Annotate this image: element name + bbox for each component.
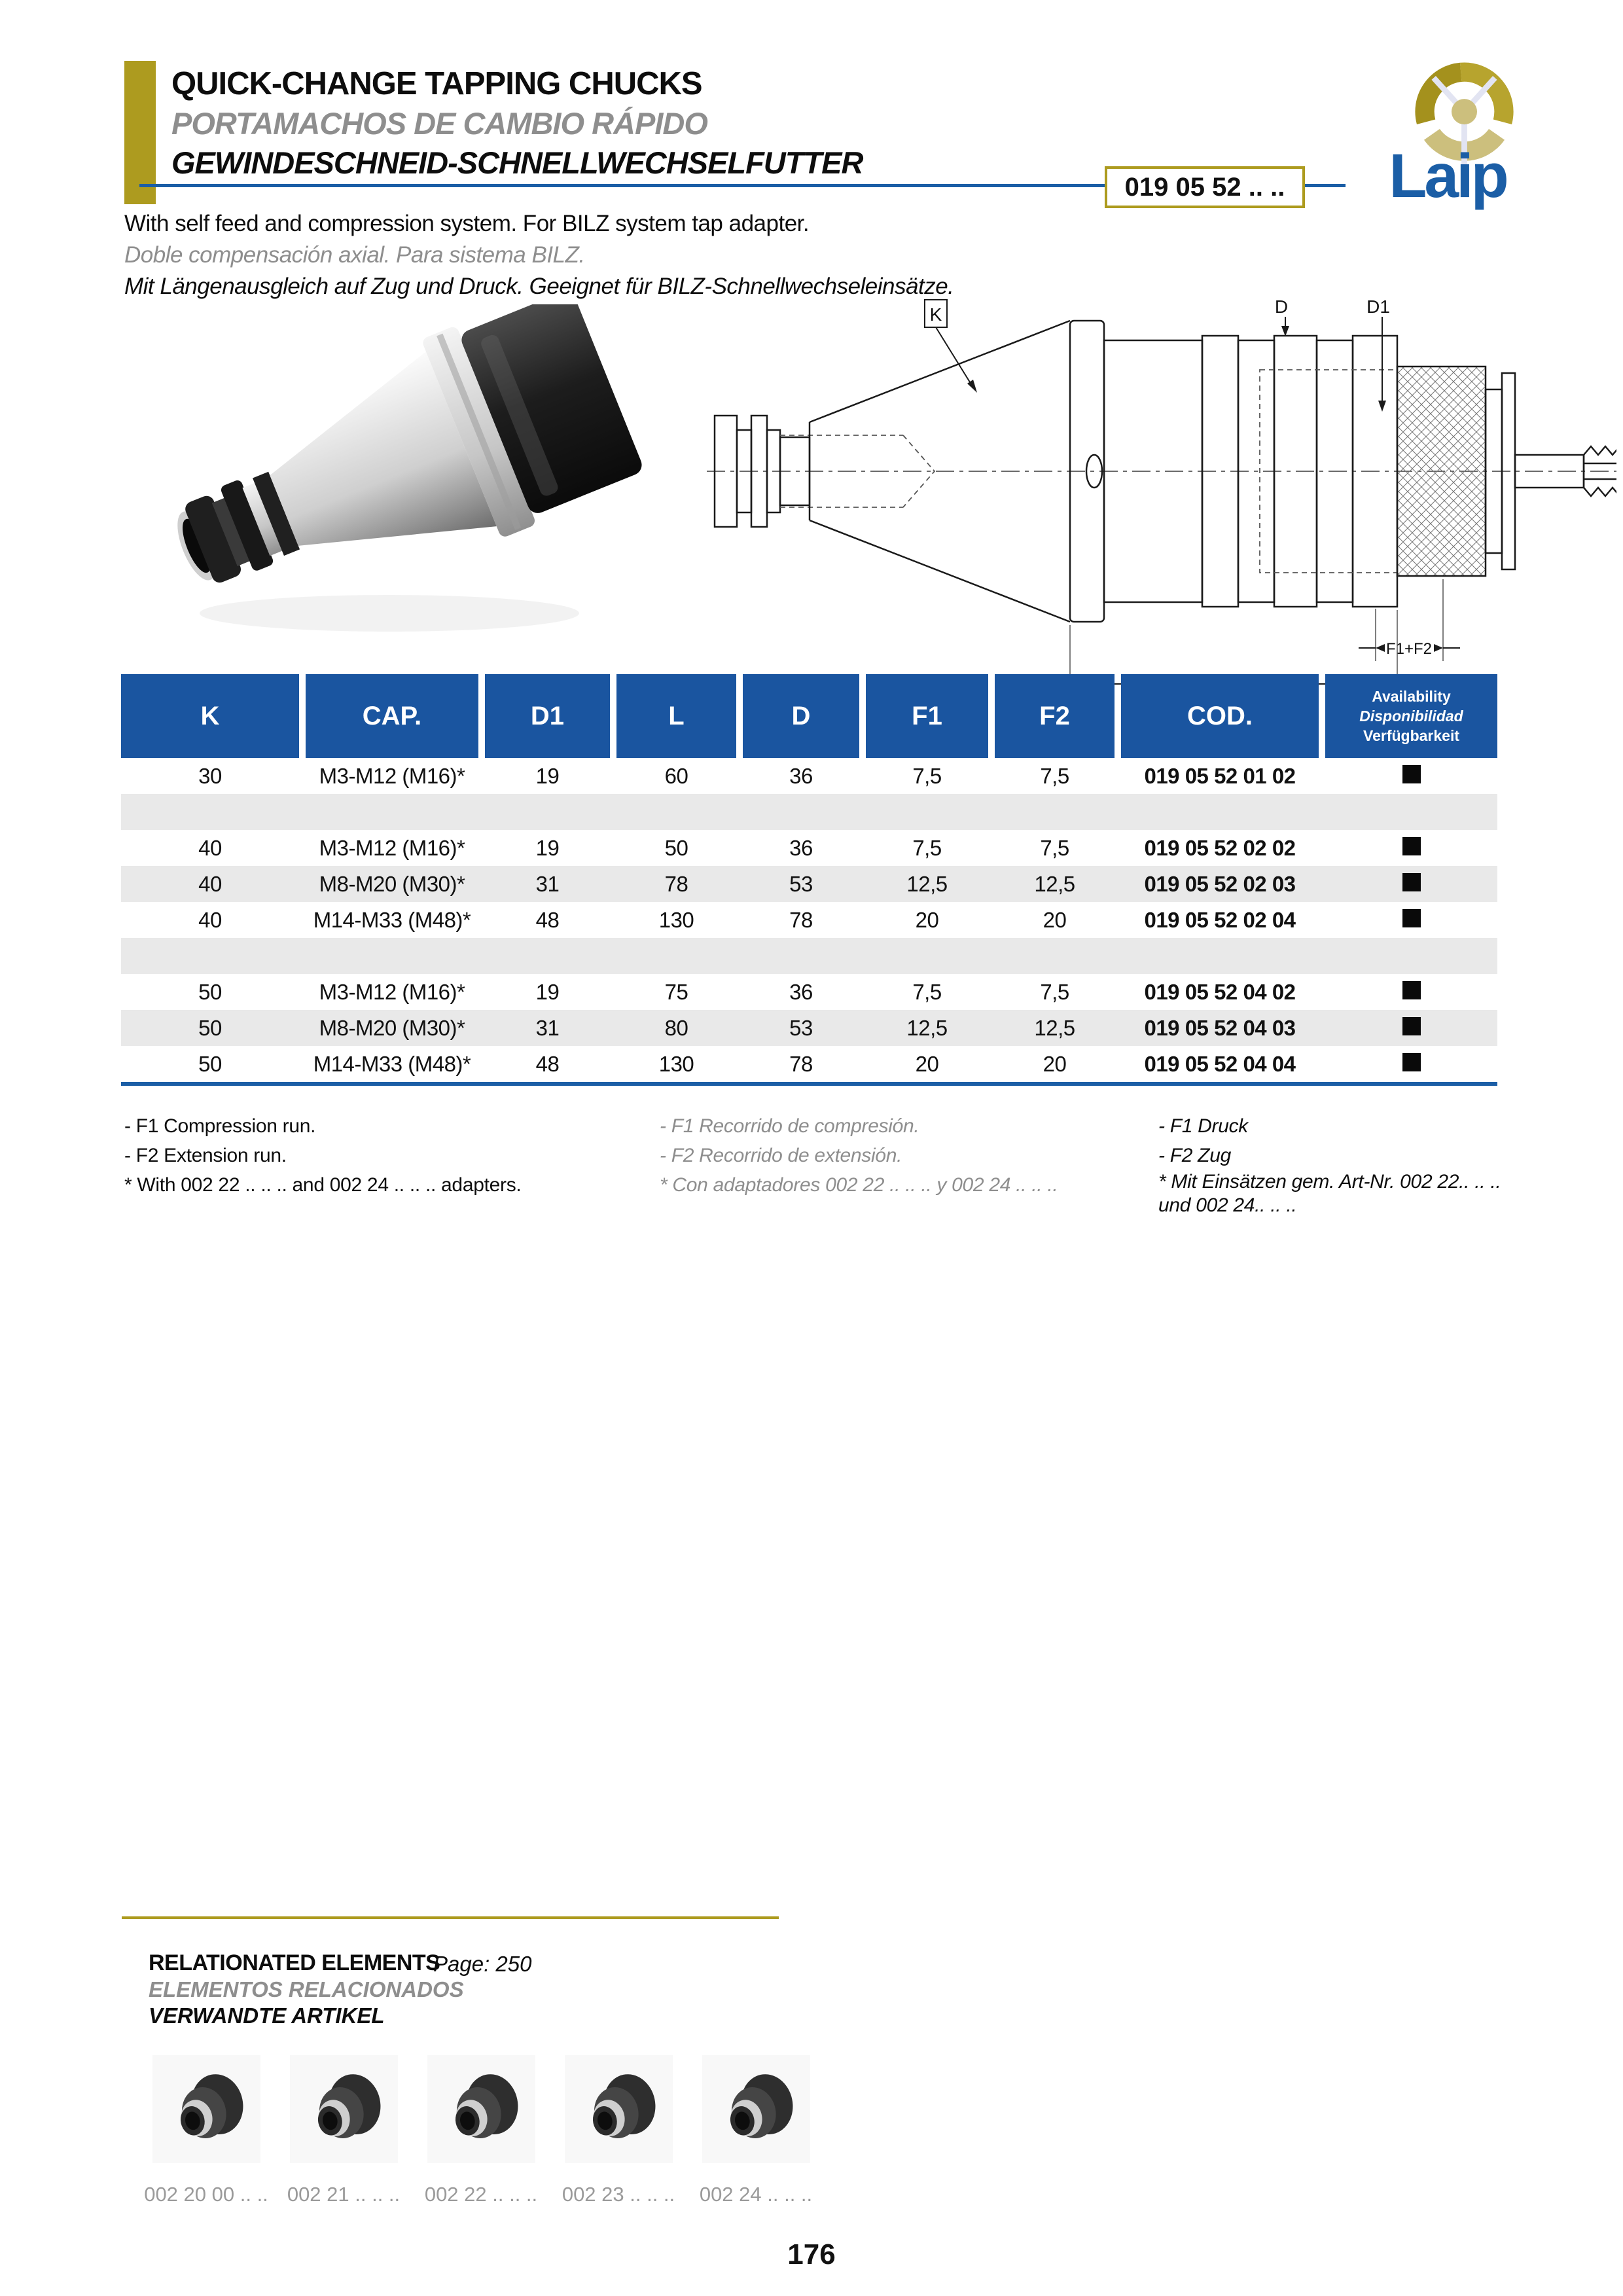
cell-f1: 7,5 (912, 835, 942, 860)
page-title-es: PORTAMACHOS DE CAMBIO RÁPIDO (171, 106, 707, 141)
description-en: With self feed and compression system. For BILZ system tap adapter. (124, 211, 810, 236)
spec-table-header (121, 674, 1497, 758)
cell-d: 36 (789, 763, 813, 788)
technical-drawing (707, 295, 1616, 700)
availability-label-en: Availability (1372, 688, 1451, 705)
footnote-line: * Con adaptadores 002 22 .. .. .. y 002 24 .. .. .. (660, 1174, 1058, 1196)
cell-cap: M3-M12 (M16)* (319, 763, 465, 788)
table-row (121, 902, 1497, 938)
header-accent-bar (124, 61, 156, 204)
cell-availability (1325, 872, 1497, 897)
cell-cod: 019 05 52 02 02 (1144, 835, 1296, 860)
related-items (137, 2055, 825, 2206)
cell-k: 50 (198, 1051, 222, 1076)
col-header-cod: COD. (1121, 674, 1319, 758)
cell-d: 78 (789, 1051, 813, 1076)
footnote-line: - F2 Extension run. (124, 1145, 287, 1166)
related-item (412, 2055, 550, 2206)
cell-l: 80 (664, 1015, 688, 1040)
diagram-label-d1: D1 (1366, 296, 1390, 317)
cell-k: 50 (198, 979, 222, 1004)
col-header-cap: CAP. (306, 674, 478, 758)
related-item-photo (427, 2055, 535, 2163)
related-item-photo (702, 2055, 810, 2163)
cell-d1: 48 (535, 907, 560, 932)
cell-k: 40 (198, 871, 222, 896)
cell-d: 53 (789, 1015, 813, 1040)
table-row (121, 758, 1497, 794)
cell-f1: 12,5 (906, 871, 948, 896)
availability-label-de: Verfügbarkeit (1363, 727, 1459, 744)
related-item-code: 002 23 .. .. .. (562, 2183, 675, 2206)
availability-square (1402, 909, 1421, 927)
related-item-photo (290, 2055, 398, 2163)
related-item-photo (565, 2055, 673, 2163)
cell-cod: 019 05 52 02 03 (1144, 871, 1296, 896)
cell-availability (1325, 1016, 1497, 1041)
cell-d: 53 (789, 871, 813, 896)
footnote-line: * Mit Einsätzen gem. Art-Nr. 002 22.. .. .. (1158, 1171, 1501, 1193)
cell-f1: 7,5 (912, 763, 942, 788)
related-item-code: 002 24 .. .. .. (699, 2183, 813, 2206)
related-item-code: 002 21 .. .. .. (287, 2183, 401, 2206)
table-row (121, 866, 1497, 902)
col-header-d1: D1 (485, 674, 610, 758)
cell-f1: 20 (915, 1051, 939, 1076)
related-item (550, 2055, 687, 2206)
cell-f2: 7,5 (1040, 979, 1069, 1004)
availability-square (1402, 873, 1421, 891)
col-header-l: L (616, 674, 736, 758)
spec-table (121, 674, 1497, 1086)
table-row (121, 974, 1497, 1010)
cell-cod: 019 05 52 04 03 (1144, 1015, 1296, 1040)
cell-cod: 019 05 52 04 04 (1144, 1051, 1296, 1076)
footnote-line: - F1 Compression run. (124, 1115, 316, 1137)
availability-square (1402, 1053, 1421, 1071)
related-item-code: 002 20 00 .. .. (144, 2183, 268, 2206)
col-header-k: K (121, 674, 299, 758)
cell-cap: M8-M20 (M30)* (319, 1015, 465, 1040)
related-item (137, 2055, 275, 2206)
cell-d1: 19 (535, 763, 560, 788)
table-row (121, 1010, 1497, 1046)
related-page-ref: Page: 250 (433, 1952, 532, 1976)
cell-cod: 019 05 52 02 04 (1144, 907, 1296, 932)
related-title-en: RELATIONATED ELEMENTS (149, 1950, 440, 1975)
brand-logo-text: Laip (1389, 141, 1507, 211)
footnote-line: und 002 24.. .. .. (1158, 1194, 1297, 1216)
cell-cap: M3-M12 (M16)* (319, 835, 465, 860)
cell-l: 78 (664, 871, 688, 896)
cell-k: 50 (198, 1015, 222, 1040)
footnotes-de (1158, 1111, 1501, 1217)
cell-k: 30 (198, 763, 222, 788)
footnotes-es (660, 1111, 1058, 1200)
series-code-badge: 019 05 52 .. .. (1105, 166, 1305, 208)
cell-cod: 019 05 52 01 02 (1144, 763, 1296, 788)
cell-cod: 019 05 52 04 02 (1144, 979, 1296, 1004)
availability-square (1402, 981, 1421, 999)
cell-f1: 12,5 (906, 1015, 948, 1040)
col-header-f2: F2 (995, 674, 1115, 758)
product-photo (128, 304, 661, 648)
table-bottom-rule (121, 1082, 1497, 1086)
page-number: 176 (787, 2238, 836, 2270)
footnote-line: * With 002 22 .. .. .. and 002 24 .. .. .. adapters. (124, 1174, 522, 1196)
cell-f2: 7,5 (1040, 835, 1069, 860)
cell-d1: 31 (535, 871, 560, 896)
table-separator-row (121, 794, 1497, 830)
description-es: Doble compensación axial. Para sistema BILZ. (124, 242, 585, 268)
availability-square (1402, 837, 1421, 855)
cell-d1: 48 (535, 1051, 560, 1076)
table-row (121, 830, 1497, 866)
footnotes-en (124, 1111, 521, 1200)
cell-f2: 20 (1043, 1051, 1067, 1076)
cell-f1: 7,5 (912, 979, 942, 1004)
cell-f2: 7,5 (1040, 763, 1069, 788)
cell-d1: 19 (535, 979, 560, 1004)
description-de: Mit Längenausgleich auf Zug und Druck. Geeignet für BILZ-Schnellwechseleinsätze. (124, 274, 954, 299)
related-item-code: 002 22 .. .. .. (424, 2183, 538, 2206)
diagram-label-f1f2: F1+F2 (1385, 640, 1433, 658)
diagram-label-k: K (929, 304, 942, 325)
cell-availability (1325, 908, 1497, 933)
availability-square (1402, 1017, 1421, 1035)
col-header-f1: F1 (866, 674, 988, 758)
related-item (275, 2055, 412, 2206)
footnote-line: - F2 Recorrido de extensión. (660, 1145, 902, 1166)
footnote-line: - F1 Druck (1158, 1115, 1249, 1137)
col-header-d: D (743, 674, 859, 758)
related-title-de: VERWANDTE ARTIKEL (149, 2003, 385, 2028)
cell-d1: 31 (535, 1015, 560, 1040)
cell-k: 40 (198, 907, 222, 932)
page-title-de: GEWINDESCHNEID-SCHNELLWECHSELFUTTER (171, 145, 863, 180)
cell-availability (1325, 980, 1497, 1005)
cell-cap: M8-M20 (M30)* (319, 871, 465, 896)
cell-cap: M14-M33 (M48)* (313, 907, 471, 932)
cell-l: 130 (658, 1051, 694, 1076)
cell-d: 78 (789, 907, 813, 932)
related-title-es: ELEMENTOS RELACIONADOS (149, 1977, 464, 2001)
cell-l: 130 (658, 907, 694, 932)
cell-l: 75 (664, 979, 688, 1004)
table-row (121, 1046, 1497, 1082)
table-separator-row (121, 938, 1497, 974)
footnote-line: - F1 Recorrido de compresión. (660, 1115, 919, 1137)
cell-d: 36 (789, 835, 813, 860)
cell-cap: M3-M12 (M16)* (319, 979, 465, 1004)
cell-l: 50 (664, 835, 688, 860)
cell-f2: 12,5 (1034, 1015, 1075, 1040)
cell-d: 36 (789, 979, 813, 1004)
cell-availability (1325, 836, 1497, 861)
availability-label-es: Disponibilidad (1359, 708, 1463, 725)
related-item-photo (152, 2055, 260, 2163)
cell-f1: 20 (915, 907, 939, 932)
cell-k: 40 (198, 835, 222, 860)
availability-square (1402, 765, 1421, 783)
related-item (687, 2055, 825, 2206)
col-header-availability (1325, 674, 1497, 758)
page-title-en: QUICK-CHANGE TAPPING CHUCKS (171, 66, 702, 101)
footnote-line: - F2 Zug (1158, 1145, 1231, 1166)
diagram-label-d: D (1274, 296, 1289, 317)
cell-f2: 20 (1043, 907, 1067, 932)
cell-d1: 19 (535, 835, 560, 860)
cell-availability (1325, 764, 1497, 789)
cell-l: 60 (664, 763, 688, 788)
cell-cap: M14-M33 (M48)* (313, 1051, 471, 1076)
related-rule (122, 1916, 779, 1919)
cell-availability (1325, 1052, 1497, 1077)
cell-f2: 12,5 (1034, 871, 1075, 896)
